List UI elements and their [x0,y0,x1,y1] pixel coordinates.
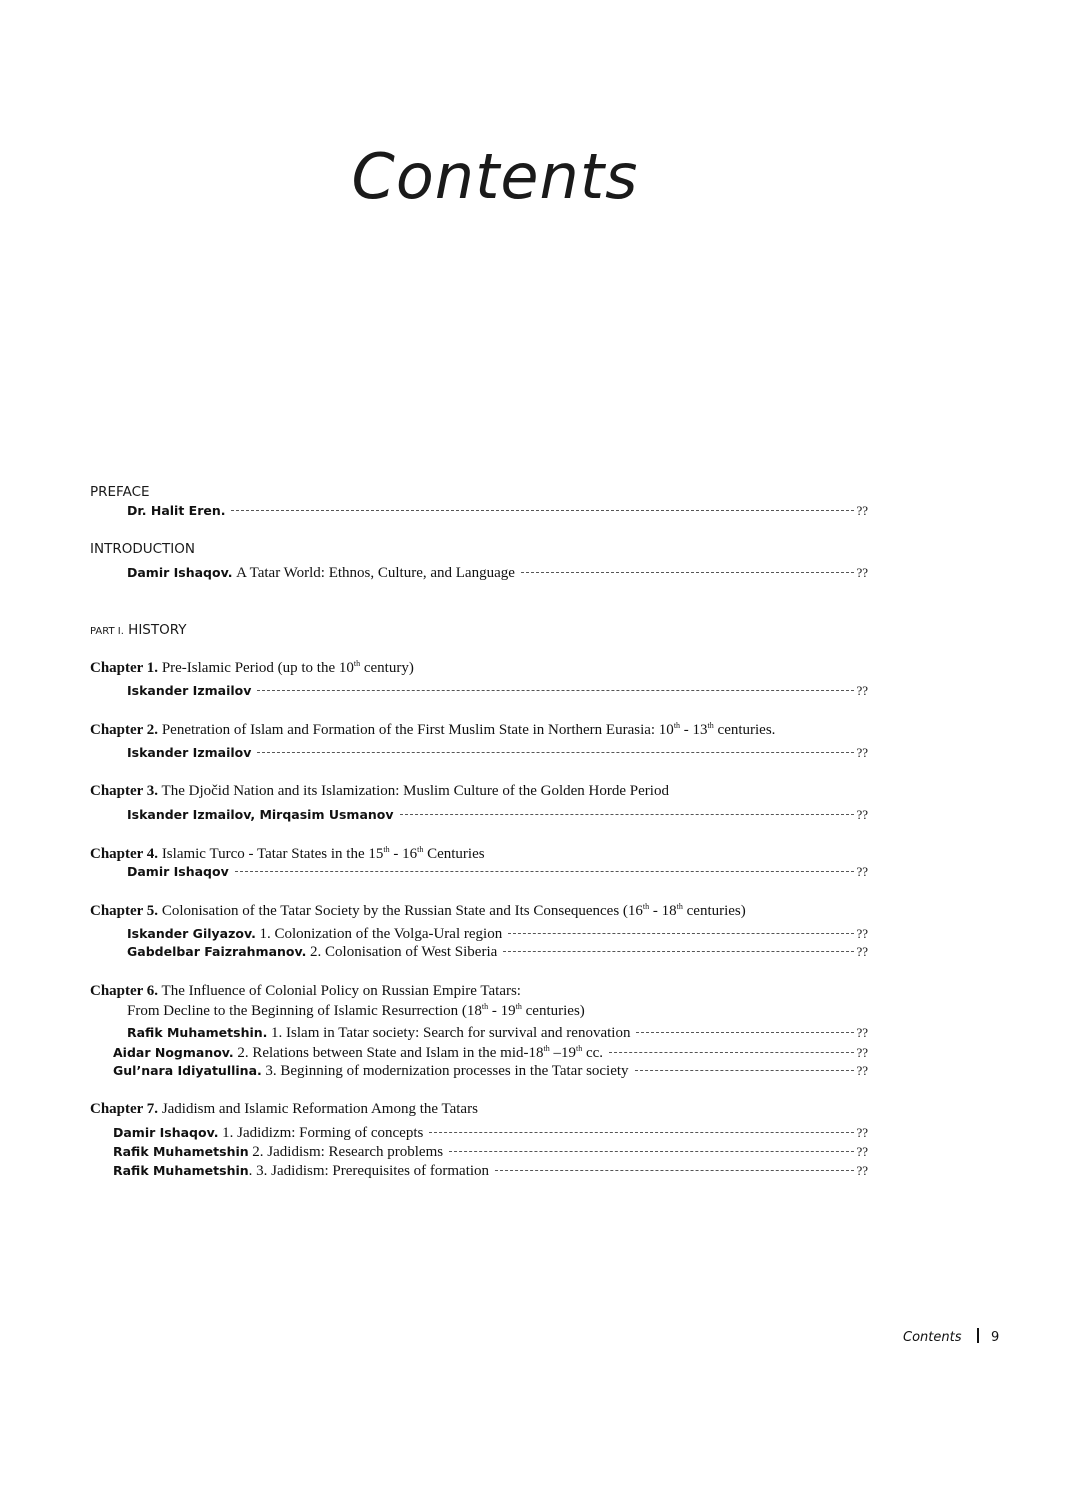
footer-label: Contents [903,1330,962,1345]
leader-dots [508,933,854,934]
chapter-title-end: centuries. [713,722,776,738]
entry-author: Iskander Gilyazov. [127,926,256,941]
toc-entry-chapter-7-3[interactable] [113,1163,868,1180]
chapter-title-end: century) [360,660,414,676]
entry-page: ?? [856,1144,868,1159]
entry-page: ?? [856,565,868,580]
chapter-label: Chapter 1. [90,660,159,676]
entry-page: ?? [856,683,868,698]
page-number: 9 [990,1330,1000,1345]
chapter-6-subtitle [127,1002,585,1020]
entry-text: 1. Jadidizm: Forming of concepts [222,1125,424,1141]
entry-author: Damir Ishaqov [127,864,229,879]
superscript: th [642,902,650,911]
entry-page: ?? [856,1063,868,1078]
leader-dots [495,1170,854,1171]
entry-author: Dr. Halit Eren. [127,503,226,518]
entry-author: Iskander Izmailov, Mirqasim Usmanov [127,807,394,822]
chapter-label: Chapter 5. [90,903,159,919]
entry-page: ?? [856,807,868,822]
toc-entry-chapter-2[interactable] [127,745,868,761]
entry-page: ?? [856,1045,868,1060]
chapter-title: The Influence of Colonial Policy on Russian Empire Tatars: [161,983,521,999]
chapter-title: Colonisation of the Tatar Society by the Russian State and Its Consequences (16 [161,903,643,919]
toc-entry-chapter-5-1[interactable] [127,926,868,943]
entry-text: 2. Jadidism: Research problems [252,1144,444,1160]
entry-author: Damir Ishaqov. [127,565,233,580]
leader-dots [235,871,855,872]
superscript: th [417,845,424,854]
entry-author: Gul’nara Idiyatullina. [113,1063,262,1078]
leader-dots [257,690,854,691]
chapter-label: Chapter 7. [90,1101,159,1117]
entry-text-start: 2. Relations between State and Islam in the mid-18 [237,1045,544,1061]
entry-text [237,1044,603,1062]
toc-entry-chapter-1[interactable] [127,683,868,699]
chapter-2-heading[interactable] [90,721,775,739]
toc-entry-chapter-7-2[interactable] [113,1144,868,1161]
entry-author: Aidar Nogmanov. [113,1045,234,1060]
superscript: th [543,1044,550,1053]
entry-text: 1. Colonization of the Volga-Ural region [259,926,503,942]
toc-entry-introduction[interactable] [127,565,868,582]
chapter-7-heading[interactable] [90,1101,478,1118]
chapter-title: Islamic Turco - Tatar States in the 15 [161,846,384,862]
leader-dots [429,1132,854,1133]
toc-entry-preface[interactable] [127,503,868,519]
entry-page: ?? [856,1025,868,1040]
page-footer [903,1328,999,1345]
entry-page: ?? [856,1163,868,1178]
entry-author: Rafik Muhametshin [113,1163,249,1178]
toc-entry-chapter-6-2[interactable] [113,1044,868,1062]
chapter-title: Pre-Islamic Period (up to the 10 [161,660,354,676]
chapter-label: Chapter 4. [90,846,159,862]
entry-author: Gabdelbar Faizrahmanov. [127,944,307,959]
leader-dots [609,1052,854,1053]
chapter-4-heading[interactable] [90,845,485,863]
superscript: th [673,721,681,730]
leader-dots [400,814,855,815]
chapter-subtitle-end: centuries) [521,1003,585,1019]
superscript: th [481,1002,489,1011]
entry-page: ?? [856,1125,868,1140]
entry-page: ?? [856,926,868,941]
chapter-6-heading[interactable] [90,983,521,1000]
superscript: th [676,902,683,911]
entry-page: ?? [856,944,868,959]
entry-text: 1. Islam in Tatar society: Search for survival and renovation [271,1025,631,1041]
leader-dots [257,752,854,753]
entry-author: Iskander Izmailov [127,745,252,760]
chapter-title: Jadidism and Islamic Reformation Among the Tatars [161,1101,478,1117]
entry-author: Damir Ishaqov. [113,1125,219,1140]
leader-dots [636,1032,854,1033]
entry-page: ?? [856,864,868,879]
chapter-title: The Djočid Nation and its Islamization: Muslim Culture of the Golden Horde Period [161,783,669,799]
chapter-3-heading[interactable] [90,783,669,800]
chapter-title-end: Centuries [423,846,485,862]
entry-author: Rafik Muhametshin [113,1144,249,1159]
chapter-5-heading[interactable] [90,902,746,920]
chapter-title-mid: - 18 [649,903,677,919]
chapter-title-end: centuries) [682,903,746,919]
leader-dots [521,572,855,573]
footer-divider [977,1328,979,1343]
toc-entry-chapter-5-2[interactable] [127,944,868,961]
leader-dots [231,510,854,511]
superscript: th [707,721,714,730]
entry-page: ?? [856,745,868,760]
toc-entry-chapter-3[interactable] [127,807,868,823]
entry-author: Iskander Izmailov [127,683,252,698]
chapter-1-heading[interactable] [90,659,414,677]
entry-text: . 3. Jadidism: Prerequisites of formation [248,1163,490,1179]
entry-text: A Tatar World: Ethnos, Culture, and Language [236,565,515,581]
chapter-title-mid: - 13 [680,722,708,738]
chapter-subtitle: From Decline to the Beginning of Islamic Resurrection (18 [127,1003,482,1019]
entry-text-mid: –19 [549,1045,576,1061]
page-title: Contents [351,140,639,213]
part-prefix: PART I. [90,626,124,637]
part-heading [90,622,187,638]
toc-entry-chapter-4[interactable] [127,864,868,880]
entry-page: ?? [856,503,868,518]
superscript: th [575,1044,583,1053]
leader-dots [503,951,854,952]
leader-dots [449,1151,854,1152]
chapter-title-mid: - 16 [389,846,418,862]
chapter-label: Chapter 6. [90,983,159,999]
toc-entry-chapter-7-1[interactable] [113,1125,868,1142]
entry-author: Rafik Muhametshin. [127,1025,268,1040]
preface-heading: PREFACE [90,484,150,500]
introduction-heading: INTRODUCTION [90,541,195,557]
superscript: th [353,659,361,668]
chapter-title: Penetration of Islam and Formation of the First Muslim State in Northern Eurasia: 10 [161,722,674,738]
superscript: th [515,1002,522,1011]
entry-text: 2. Colonisation of West Siberia [310,944,498,960]
superscript: th [383,845,390,854]
chapter-label: Chapter 3. [90,783,159,799]
toc-entry-chapter-6-1[interactable] [127,1025,868,1042]
chapter-label: Chapter 2. [90,722,159,738]
toc-entry-chapter-6-3[interactable] [113,1063,868,1080]
part-title: HISTORY [128,622,187,638]
entry-text: 3. Beginning of modernization processes in the Tatar society [265,1063,629,1079]
chapter-subtitle-mid: - 19 [488,1003,516,1019]
entry-text-end: cc. [582,1045,604,1061]
leader-dots [635,1070,855,1071]
